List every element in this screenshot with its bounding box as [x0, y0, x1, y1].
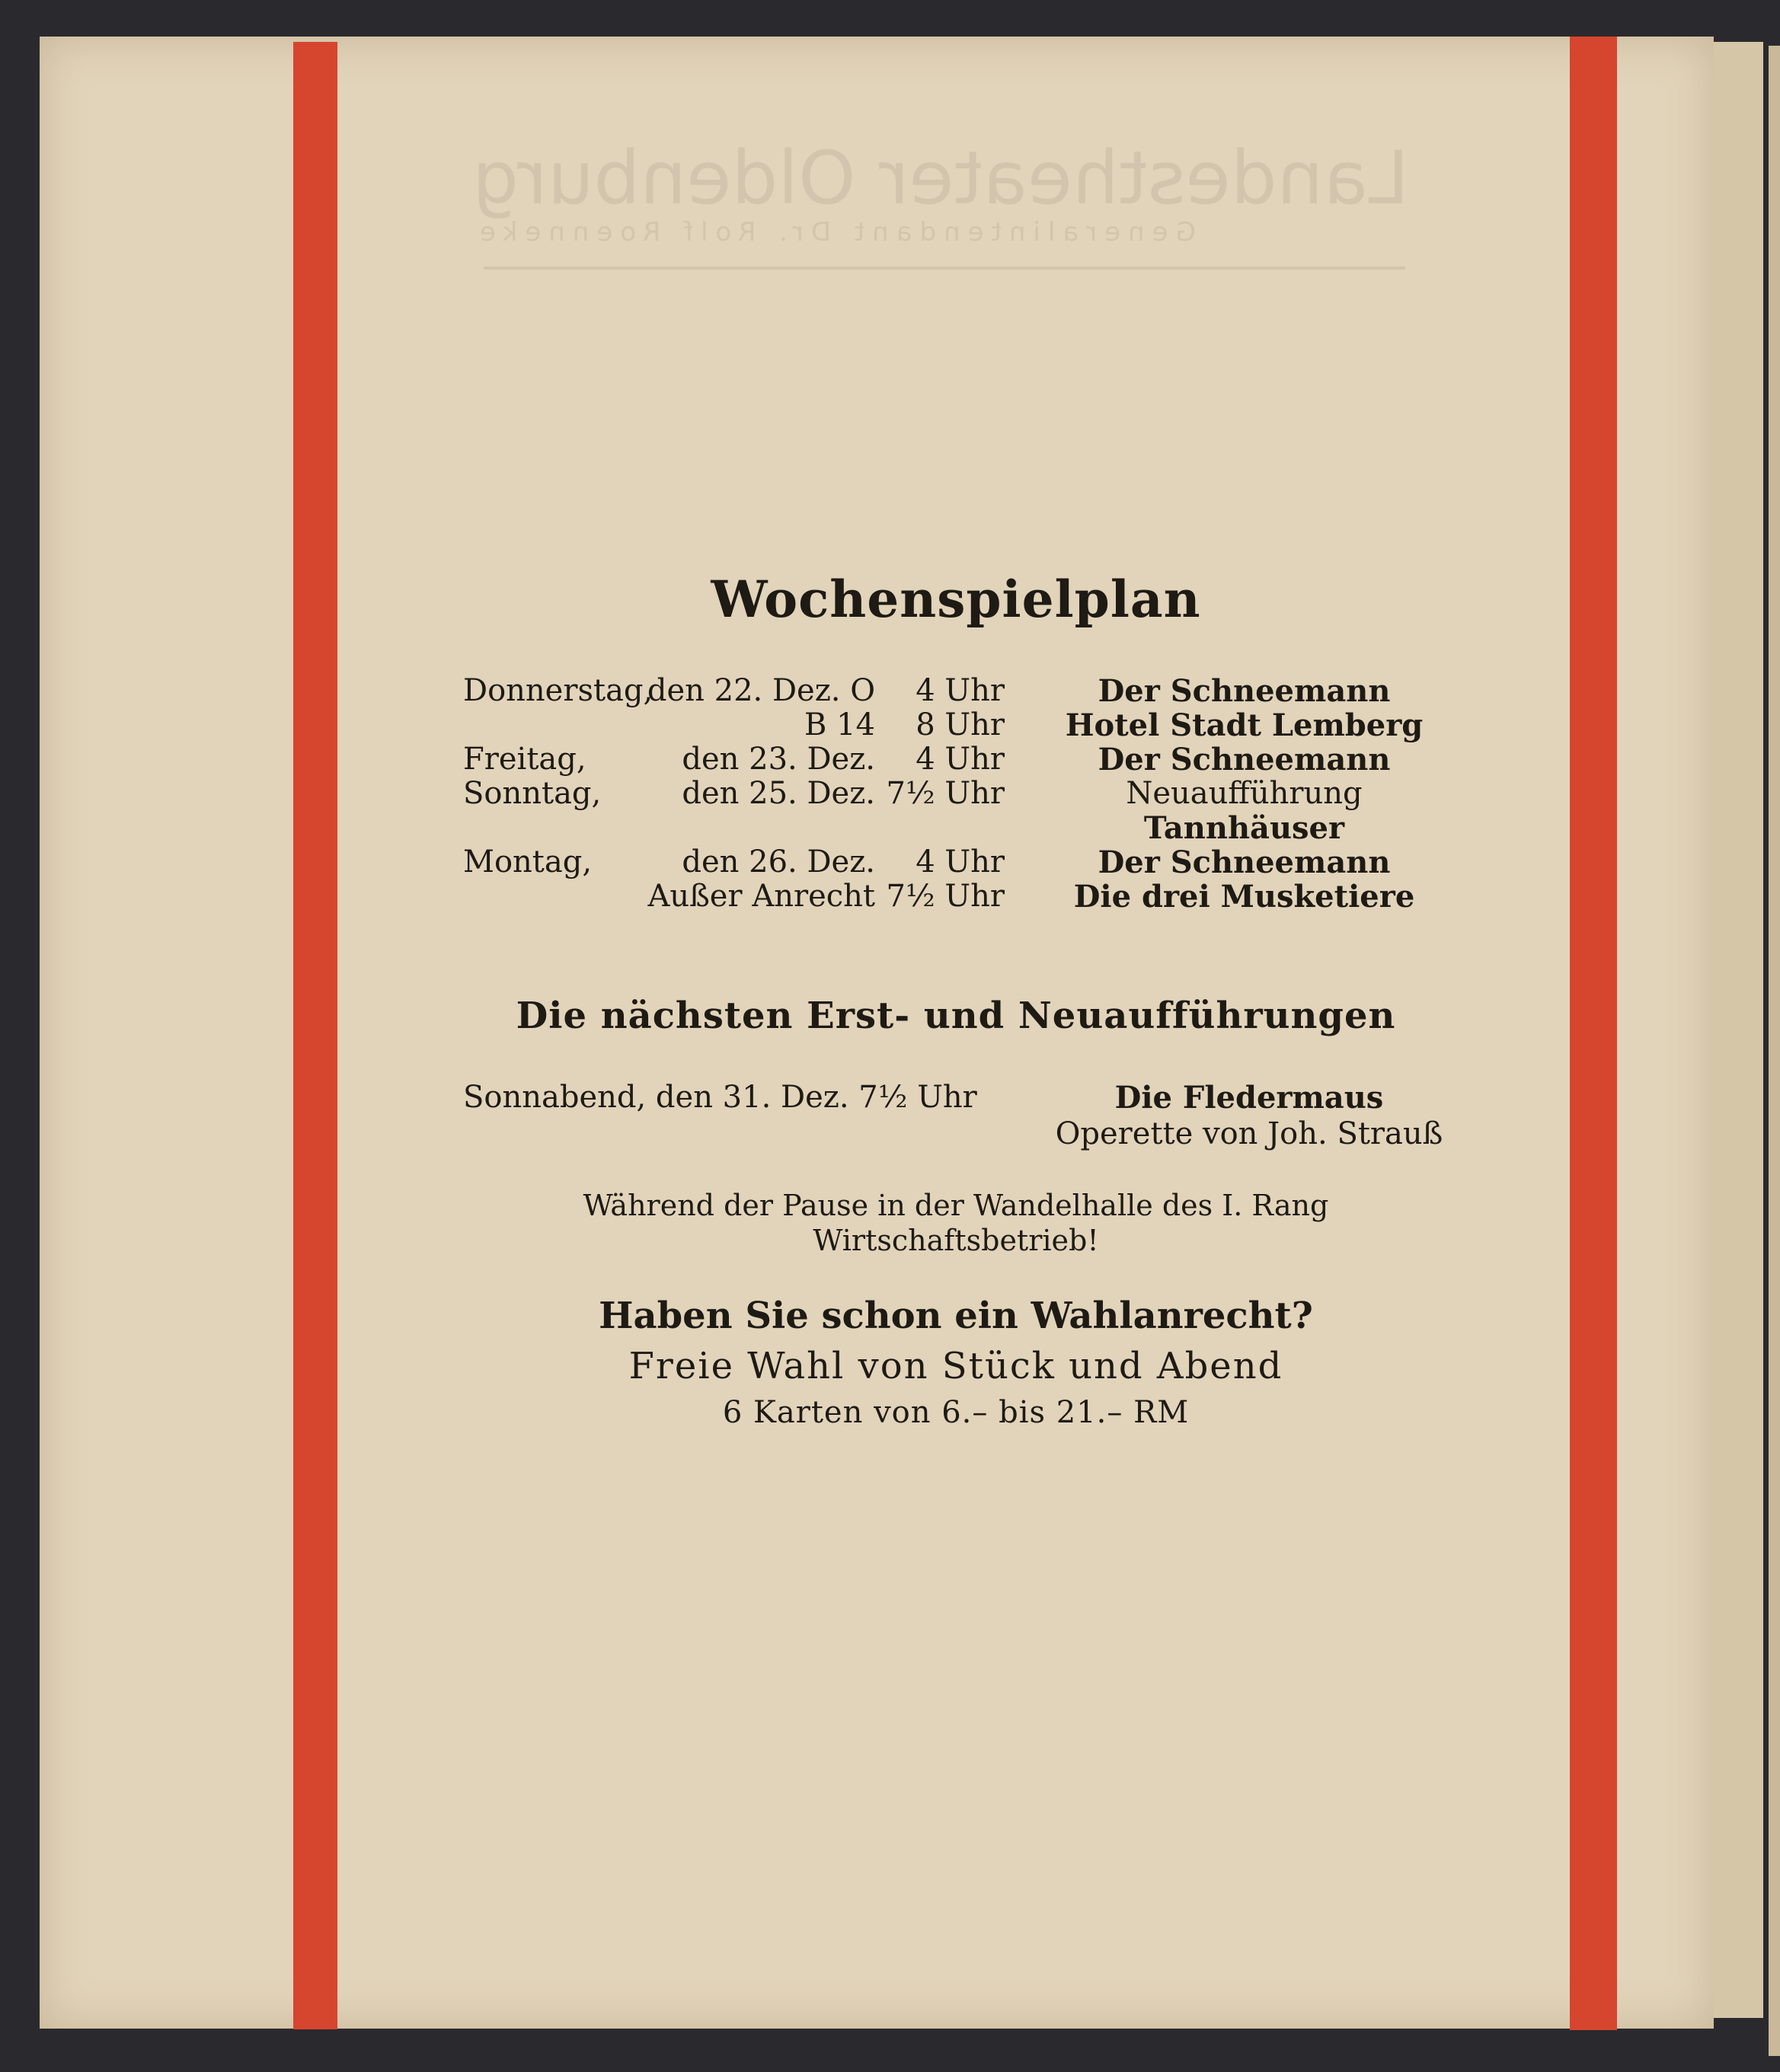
subscription-ad-title: Haben Sie schon ein Wahlanrecht? — [599, 1295, 1313, 1337]
schedule-row — [0, 810, 1780, 844]
schedule-show: Der Schneemann — [1098, 844, 1391, 880]
schedule-row — [0, 879, 1780, 913]
schedule-time: 4 Uhr — [916, 673, 1005, 708]
schedule-time: 4 Uhr — [916, 844, 1005, 880]
schedule-show: Der Schneemann — [1098, 673, 1391, 709]
premiere-row — [0, 1080, 1780, 1116]
premiere-row — [0, 1116, 1780, 1153]
schedule-date: den 26. Dez. — [682, 844, 875, 880]
intermission-notice — [495, 1188, 1417, 1258]
page-title: Wochenspielplan — [711, 570, 1201, 629]
schedule-day: Sonntag, — [463, 776, 602, 811]
schedule-row — [0, 776, 1780, 810]
schedule-day: Montag, — [463, 844, 593, 880]
schedule-show: Der Schneemann — [1098, 742, 1391, 777]
schedule-time: 4 Uhr — [916, 742, 1005, 777]
schedule-day: Freitag, — [463, 742, 586, 777]
schedule-show: Neuaufführung — [1126, 776, 1363, 811]
subscription-ad-line: Freie Wahl von Stück und Abend — [628, 1345, 1283, 1387]
schedule-date: Außer Anrecht — [647, 879, 875, 914]
premiere-show: Die Fledermaus — [1114, 1080, 1384, 1116]
notice-line: Wirtschaftsbetrieb! — [813, 1224, 1099, 1257]
schedule-date: den 23. Dez. — [682, 742, 875, 777]
premiere-subtitle: Operette von Joh. Strauß — [1055, 1116, 1443, 1151]
schedule-time: 7½ Uhr — [886, 776, 1005, 811]
schedule-row — [0, 707, 1780, 742]
premiere-entry — [0, 1080, 1780, 1153]
schedule-row — [0, 742, 1780, 776]
premieres-heading: Die nächsten Erst- und Neuaufführungen — [516, 994, 1396, 1037]
schedule-show: Tannhäuser — [1143, 810, 1345, 846]
schedule-list — [0, 673, 1780, 913]
premiere-when: Sonnabend, den 31. Dez. 7½ Uhr — [463, 1080, 977, 1115]
schedule-show: Hotel Stadt Lemberg — [1065, 707, 1424, 743]
schedule-date: B 14 — [804, 707, 875, 742]
schedule-time: 8 Uhr — [916, 707, 1005, 742]
schedule-date: den 22. Dez. O — [647, 673, 875, 708]
subscription-ad-price: 6 Karten von 6.– bis 21.– RM — [722, 1395, 1190, 1430]
schedule-date: den 25. Dez. — [682, 776, 875, 811]
schedule-row — [0, 673, 1780, 707]
schedule-row — [0, 844, 1780, 879]
schedule-time: 7½ Uhr — [886, 879, 1005, 914]
schedule-day: Donnerstag, — [463, 673, 654, 708]
schedule-show: Die drei Musketiere — [1073, 879, 1415, 915]
notice-line: Während der Pause in der Wandelhalle des I. Rang — [583, 1189, 1329, 1222]
